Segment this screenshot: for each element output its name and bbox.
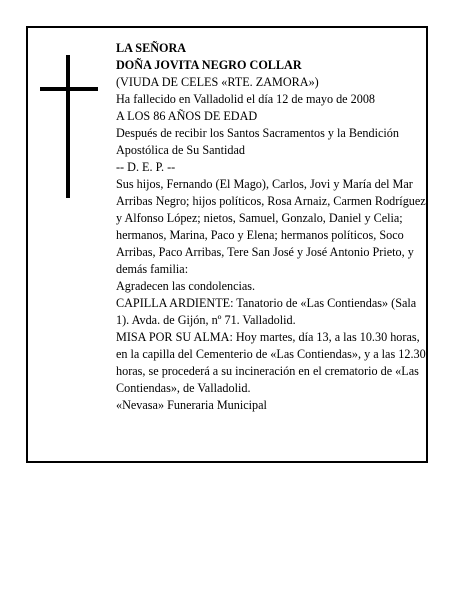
- chapel-paragraph: CAPILLA ARDIENTE: Tanatorio de «Las Contiendas» (Sala 1). Avda. de Gijón, nº 71. Valladolid.: [116, 296, 417, 327]
- cross-horizontal-bar: [40, 87, 98, 91]
- widow-of-line: (VIUDA DE CELES «RTE. ZAMORA»): [116, 75, 319, 89]
- deceased-name: DOÑA JOVITA NEGRO COLLAR: [116, 58, 302, 72]
- cross-icon: [40, 55, 98, 198]
- thanks-line: Agradecen las condolencias.: [116, 279, 256, 293]
- notice-heading: LA SEÑORA: [116, 41, 187, 55]
- rip-line: -- D. E. P. --: [116, 160, 176, 174]
- notice-text: [116, 40, 428, 414]
- sacraments-line: Después de recibir los Santos Sacramentos y la Bendición Apostólica de Su Santidad: [116, 126, 399, 157]
- cross-vertical-bar: [66, 55, 70, 198]
- age-line: A LOS 86 AÑOS DE EDAD: [116, 109, 258, 123]
- mass-paragraph: MISA POR SU ALMA: Hoy martes, día 13, a las 10.30 horas, en la capilla del Cementerio de «Las Contiendas», y a las 12.30 horas, se procederá a su incineración en el crematorio de «Las Contiendas», de Valladolid.: [116, 330, 426, 395]
- death-info: Ha fallecido en Valladolid el día 12 de mayo de 2008: [116, 92, 376, 106]
- family-paragraph: Sus hijos, Fernando (El Mago), Carlos, Jovi y María del Mar Arribas Negro; hijos políticos, Rosa Arnaiz, Carmen Rodríguez y Alfonso López; nietos, Samuel, Gonzalo, Daniel y Celia; hermanos, Marina, Paco y Elena; hermanos políticos, Soco Arribas, Paco Arribas, Tere San José y José Antonio Prieto, y demás familia:: [116, 177, 426, 276]
- funeral-home-line: «Nevasa» Funeraria Municipal: [116, 398, 267, 412]
- obituary-notice: [26, 26, 428, 463]
